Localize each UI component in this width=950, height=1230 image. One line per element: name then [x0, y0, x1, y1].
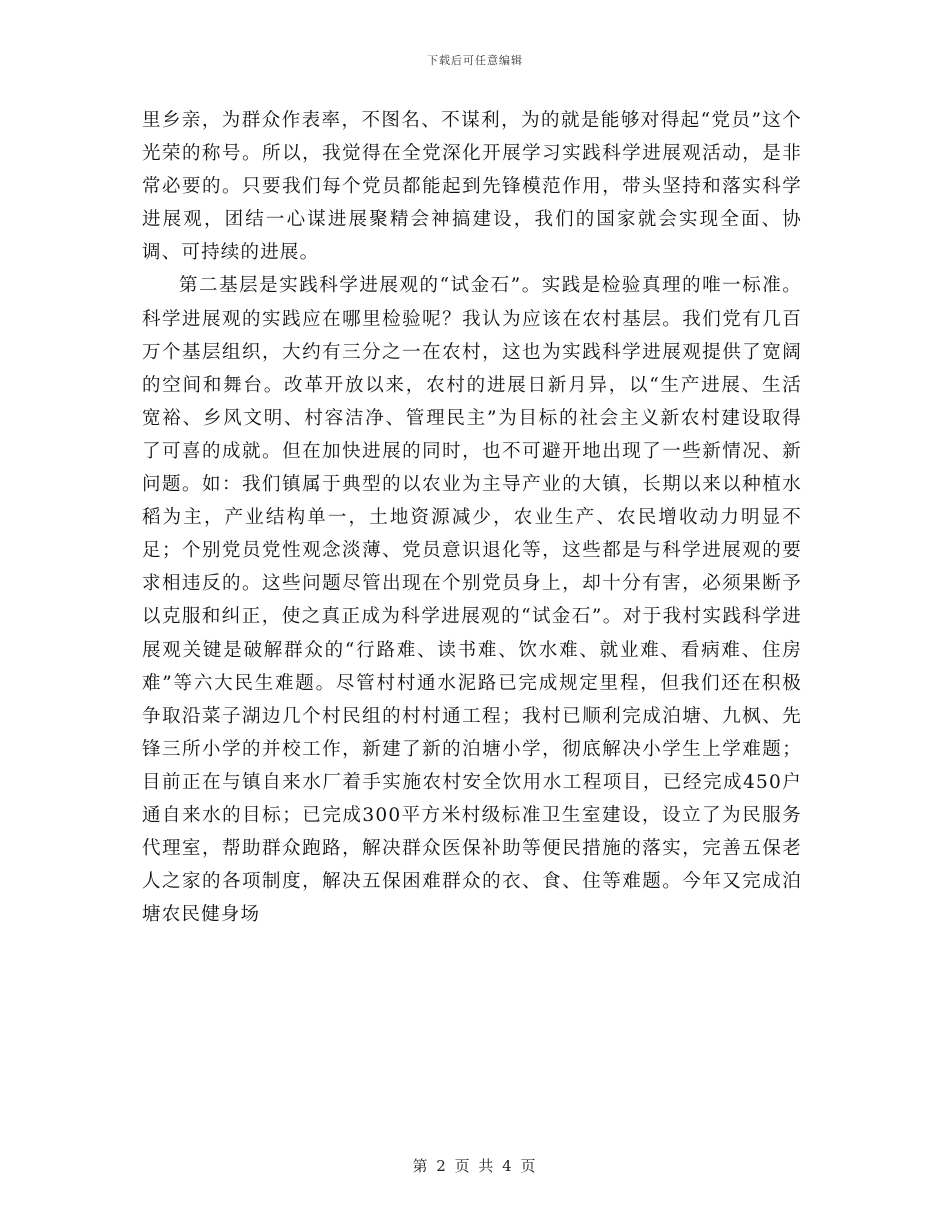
paragraph-continuation: 里乡亲，为群众作表率，不图名、不谋利，为的就是能够对得起“党员”这个光荣的称号。所以，我觉得在全党深化开展学习实践科学进展观活动，是非常必要的。只要我们每个党员都能起到先锋模范作用，带头坚持和落实科学进展观，团结一心谋进展聚精会神搞建设，我们的国家就会实现全面、协调、可持续的进展。: [142, 110, 802, 264]
page-header-note: 下载后可任意编辑: [427, 54, 523, 67]
paragraph-second-point: 第二基层是实践科学进展观的“试金石”。实践是检验真理的唯一标准。科学进展观的实践应在哪里检验呢？我认为应该在农村基层。我们党有几百万个基层组织，大约有三分之一在农村，这也为实践科学进展观提供了宽阔的空间和舞台。改革开放以来，农村的进展日新月异，以“生产进展、生活宽裕、乡风文明、村容洁净、管理民主”为目标的社会主义新农村建设取得了可喜的成就。但在加快进展的同时，也不可避开地出现了一些新情况、新问题。如：我们镇属于典型的以农业为主导产业的大镇，长期以来以种植水稻为主，产业结构单一，土地资源减少，农业生产、农民增收动力明显不足；个别党员党性观念淡薄、党员意识退化等，这些都是与科学进展观的要求相违反的。这些问题尽管出现在个别党员身上，却十分有害，必须果断予以克服和纠正，使之真正成为科学进展观的“试金石”。对于我村实践科学进展观关键是破解群众的“行路难、读书难、饮水难、就业难、看病难、住房难”等六大民生难题。尽管村村通水泥路已完成规定里程，但我们还在积极争取沿菜子湖边几个村民组的村村通工程；我村已顺利完成泊塘、九枫、先锋三所小学的并校工作，新建了新的泊塘小学，彻底解决小学生上学难题；目前正在与镇自来水厂着手实施农村安全饮用水工程项目，已经完成450户通自来水的目标；已完成300平方米村级标准卫生室建设，设立了为民服务代理室，帮助群众跑路，解决群众医保补助等便民措施的落实，完善五保老人之家的各项制度，解决五保困难群众的衣、食、住等难题。今年又完成泊塘农民健身场: [142, 275, 802, 926]
page-number: 第 2 页 共 4 页: [412, 1157, 538, 1175]
document-body: [142, 104, 802, 931]
